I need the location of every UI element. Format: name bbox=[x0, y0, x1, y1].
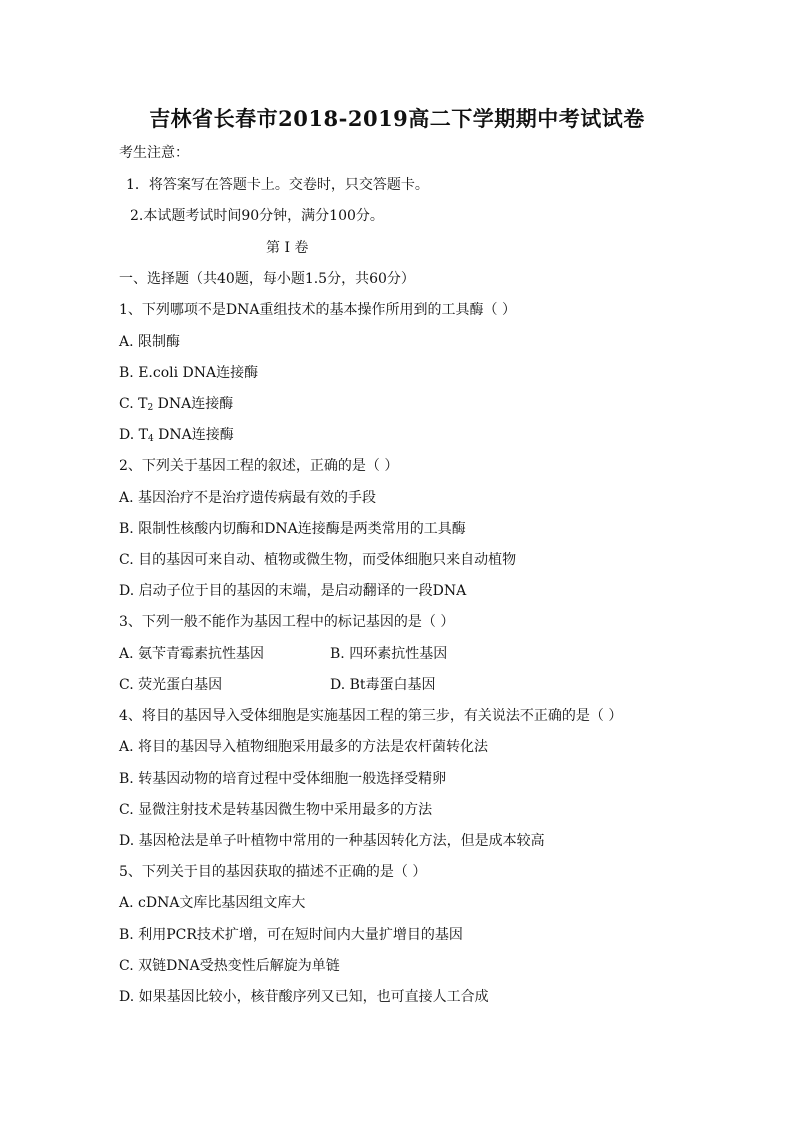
option-d: D. 基因枪法是单子叶植物中常用的一种基因转化方法，但是成本较高 bbox=[119, 833, 545, 849]
question-stem: 2、下列关于基因工程的叙述，正确的是（ ） bbox=[119, 458, 399, 474]
option-text: D. T bbox=[119, 427, 148, 443]
question-stem: 3、下列一般不能作为基因工程中的标记基因的是（ ） bbox=[119, 614, 455, 630]
option-c: C. 双链DNA受热变性后解旋为单链 bbox=[119, 958, 340, 974]
option-d: D. 如果基因比较小，核苷酸序列又已知，也可直接人工合成 bbox=[119, 989, 489, 1005]
option-c: C. 目的基因可来自动、植物或微生物，而受体细胞只来自动植物 bbox=[119, 552, 517, 568]
option-a: A. cDNA文库比基因组文库大 bbox=[119, 895, 306, 911]
option-d: D. 启动子位于目的基因的末端，是启动翻译的一段DNA bbox=[119, 583, 467, 599]
subscript: 2 bbox=[147, 403, 154, 413]
notice-item: 1．将答案写在答题卡上。交卷时，只交答题卡。 bbox=[126, 177, 429, 193]
option-a: A. 基因治疗不是治疗遗传病最有效的手段 bbox=[119, 490, 377, 506]
exam-title: 吉林省长春市2018-2019高二下学期期中考试试卷 bbox=[149, 106, 645, 131]
notice-heading: 考生注意： bbox=[119, 145, 189, 161]
question-stem: 4、将目的基因导入受体细胞是实施基因工程的第三步，有关说法不正确的是（ ） bbox=[119, 708, 623, 724]
notice-item: 2.本试题考试时间90分钟，满分100分。 bbox=[130, 208, 384, 224]
option-d: D. Bt毒蛋白基因 bbox=[330, 677, 436, 693]
option-text: DNA连接酶 bbox=[153, 396, 234, 412]
option-text: C. T bbox=[119, 396, 148, 412]
subscript: 4 bbox=[147, 434, 154, 444]
option-b: B. 转基因动物的培育过程中受体细胞一般选择受精卵 bbox=[119, 771, 447, 787]
option-a: A. 氨苄青霉素抗性基因 bbox=[119, 646, 265, 662]
section-heading: 一、选择题（共40题，每小题1.5分，共60分） bbox=[119, 271, 415, 287]
option-text: DNA连接酶 bbox=[153, 427, 234, 443]
option-a: A. 限制酶 bbox=[119, 334, 181, 350]
volume-label: 第 I 卷 bbox=[266, 240, 309, 256]
option-b: B. 四环素抗性基因 bbox=[330, 646, 448, 662]
option-c: C. 显微注射技术是转基因微生物中采用最多的方法 bbox=[119, 802, 433, 818]
option-c bbox=[119, 395, 233, 413]
option-d bbox=[119, 426, 234, 444]
question-stem: 1、下列哪项不是DNA重组技术的基本操作所用到的工具酶（ ） bbox=[119, 302, 516, 318]
option-b: B. 限制性核酸内切酶和DNA连接酶是两类常用的工具酶 bbox=[119, 521, 466, 537]
option-c: C. 荧光蛋白基因 bbox=[119, 677, 223, 693]
question-stem: 5、下列关于目的基因获取的描述不正确的是（ ） bbox=[119, 864, 427, 880]
option-a: A. 将目的基因导入植物细胞采用最多的方法是农杆菌转化法 bbox=[119, 739, 489, 755]
option-b: B. 利用PCR技术扩增，可在短时间内大量扩增目的基因 bbox=[119, 927, 463, 943]
option-b: B. E.coli DNA连接酶 bbox=[119, 365, 259, 381]
